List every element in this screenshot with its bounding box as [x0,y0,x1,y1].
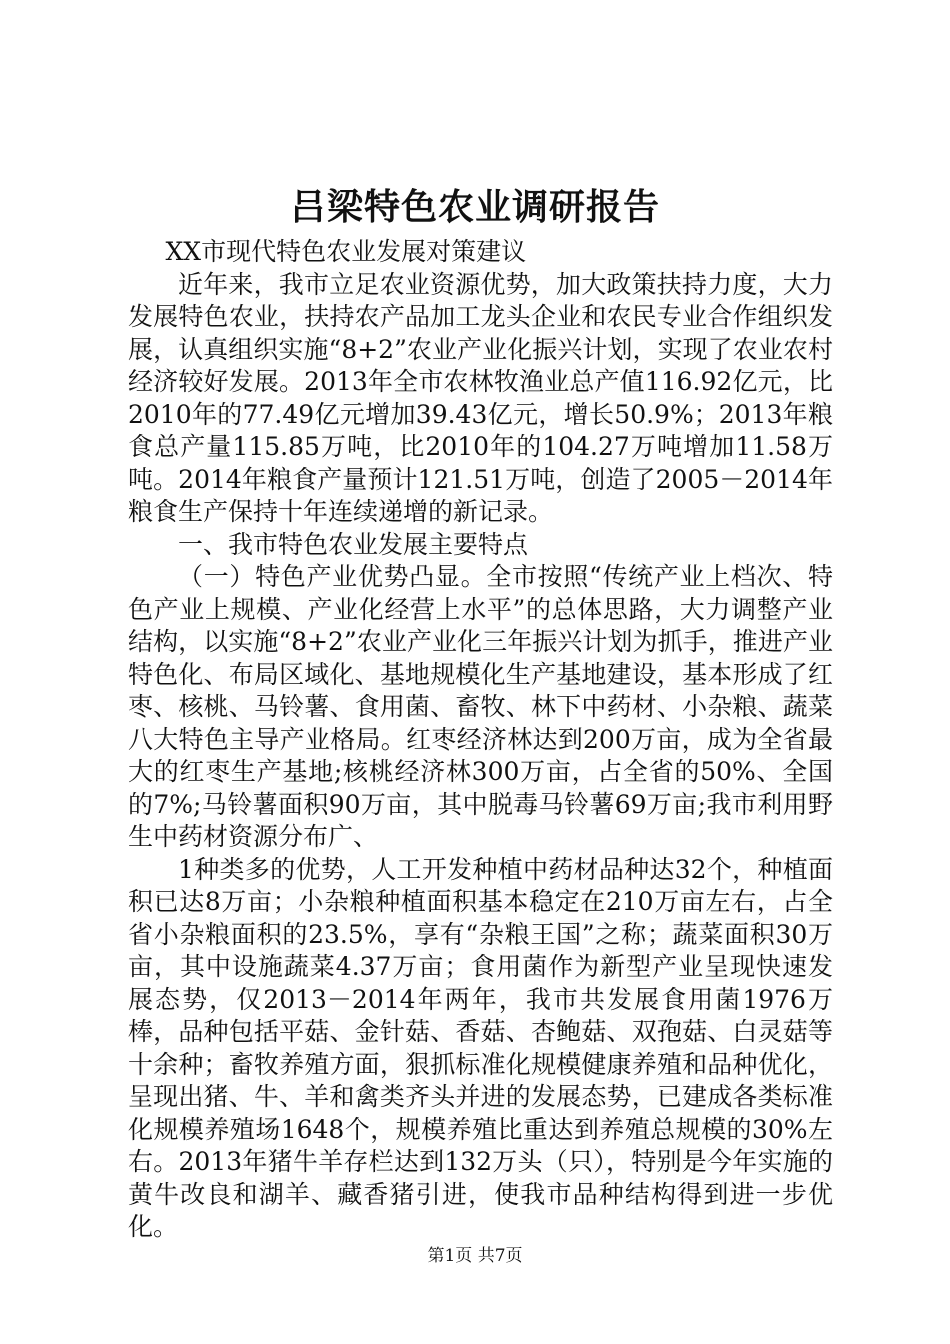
page-number-footer: 第1页 共7页 [427,1246,523,1266]
document-title: 吕梁特色农业调研报告 [289,187,660,228]
paragraph-feature-1: （一）特色产业优势凸显。全市按照“传统产业上档次、特色产业上规模、产业化经营上水平”的总体思路，大力调整产业结构，以实施“8+2”农业产业化三年振兴计划为抓手，推进产业特色化、布局区域化、基地规模化生产基地建设，基本形成了红枣、核桃、马铃薯、食用菌、畜牧、林下中药材、小杂粮、蔬菜八大特色主导产业格局。红枣经济林达到200万亩，成为全省最大的红枣生产基地;核桃经济林300万亩，占全省的50%、全国的7%;马铃薯面积90万亩，其中脱毒马铃薯69万亩;我市利用野生中药材资源分布广、 [128,562,833,851]
paragraph-intro: 近年来，我市立足农业资源优势，加大政策扶持力度，大力发展特色农业，扶持农产品加工龙头企业和农民专业合作组织发展，认真组织实施“8+2”农业产业化振兴计划，实现了农业农村经济较好发展。2013年全市农林牧渔业总产值116.92亿元，比2010年的77.49亿元增加39.43亿元，增长50.9%；2013年粮食总产量115.85万吨，比2010年的104.27万吨增加11.58万吨。2014年粮食产量预计121.51万吨，创造了2005－2014年粮食生产保持十年连续递增的新记录。 [128,269,833,526]
document-subtitle: XX市现代特色农业发展对策建议 [165,237,527,266]
document-body [128,236,833,1244]
section-heading: 一、我市特色农业发展主要特点 [178,529,529,559]
paragraph-feature-1-continued: 1种类多的优势，人工开发种植中药材品种达32个，种植面积已达8万亩；小杂粮种植面积基本稳定在210万亩左右，占全省小杂粮面积的23.5%，享有“杂粮王国”之称；蔬菜面积30万亩，其中设施蔬菜4.37万亩；食用菌作为新型产业呈现快速发展态势，仅2013－2014年两年，我市共发展食用菌1976万棒，品种包括平菇、金针菇、香菇、杏鲍菇、双孢菇、白灵菇等十余种；畜牧养殖方面，狠抓标准化规模健康养殖和品种优化，呈现出猪、牛、羊和禽类齐头并进的发展态势，已建成各类标准化规模养殖场1648个，规模养殖比重达到养殖总规模的30%左右。2013年猪牛羊存栏达到132万头（只），特别是今年实施的黄牛改良和湖羊、藏香猪引进，使我市品种结构得到进一步优化。 [128,854,833,1241]
